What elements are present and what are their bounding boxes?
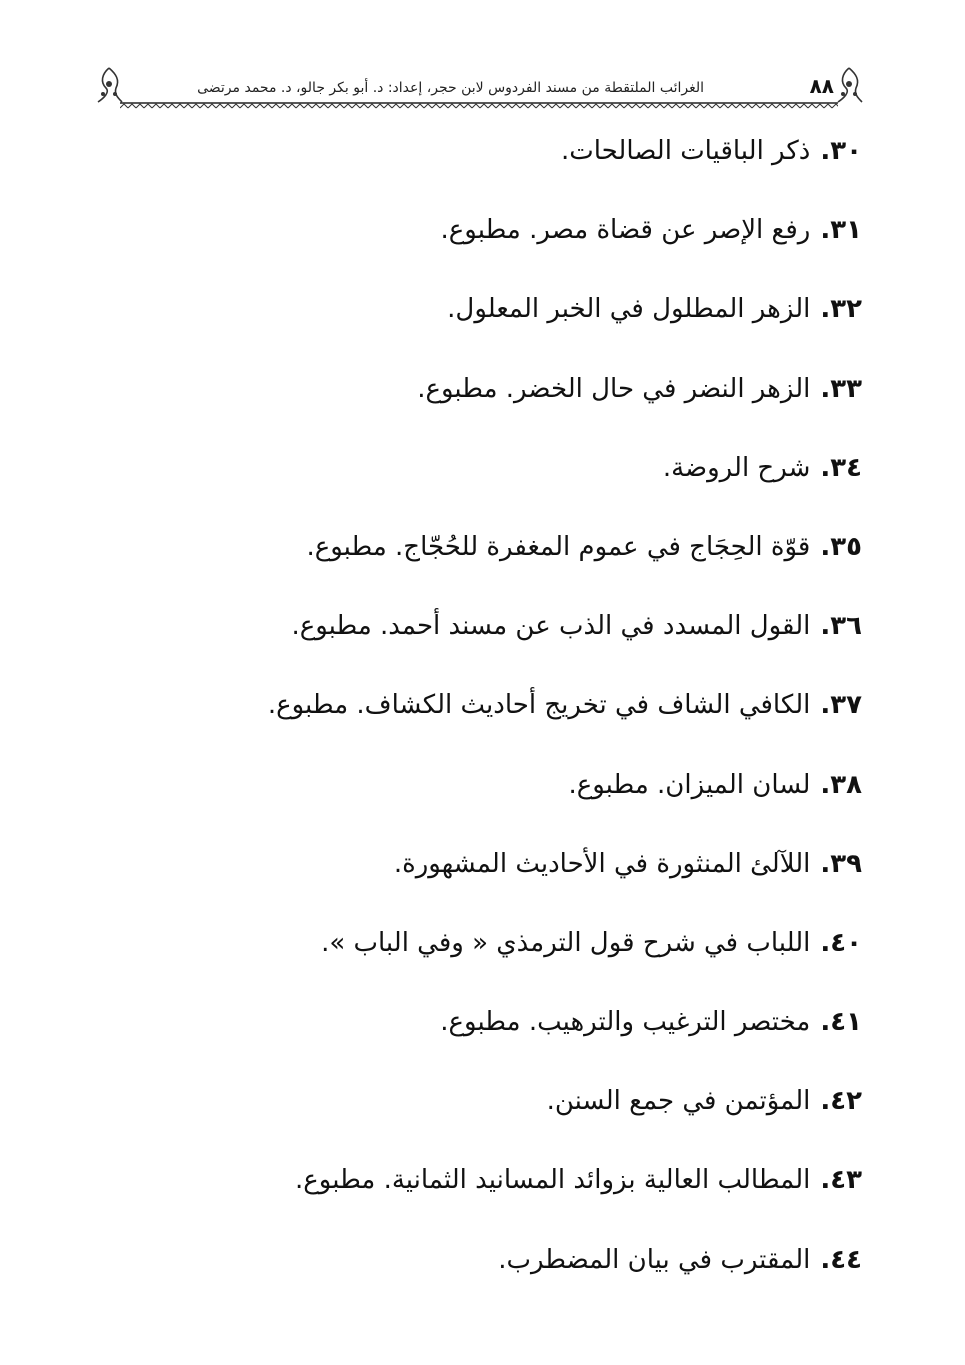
list-item [142,996,862,1075]
item-title: الزهر النضر في حال الخضر. مطبوع. [417,373,811,404]
item-number: ٣٠. [820,136,862,166]
list-item [142,521,862,600]
item-number: ٤٣. [820,1165,862,1196]
list-item [142,600,862,679]
running-header-title: الغرائب الملتقطة من مسند الفردوس لابن حجر، إعداد: د. أبو بكر جالو، د. محمد مرتضى [197,80,704,96]
item-title: رفع الإصر عن قضاة مصر. مطبوع. [440,215,811,246]
item-number: ٣٩. [820,848,862,879]
list-item [142,283,862,362]
item-title: الكافي الشاف في تخريج أحاديث الكشاف. مطبوع. [267,690,811,721]
item-title: مختصر الترغيب والترهيب. مطبوع. [440,1007,811,1038]
item-title: الزهر المطلول في الخبر المعلول. [447,294,811,325]
decorative-rule [120,102,838,110]
item-title: المطالب العالية بزوائد المسانيد الثمانية. مطبوع. [295,1165,811,1196]
publication-list [142,125,862,1313]
list-item [142,759,862,838]
item-number: ٣٣. [820,373,862,404]
item-number: ٣٥. [820,531,862,562]
item-title: المؤتمن في جمع السنن. [546,1086,811,1117]
item-title: اللباب في شرح قول الترمذي « وفي الباب ». [321,927,811,958]
list-item [142,125,862,204]
item-title: ذكر الباقيات الصالحات. [560,136,811,166]
page-number: ٨٨ [809,74,834,98]
item-number: ٣٤. [820,452,862,483]
item-title: شرح الروضة. [662,452,811,483]
item-number: ٤٢. [820,1086,862,1117]
list-item [142,838,862,917]
item-number: ٣٨. [820,769,862,800]
list-item [142,442,862,521]
list-item [142,917,862,996]
item-number: ٣١. [820,215,862,246]
list-item [142,1234,862,1313]
item-title: قوّة الحِجَاج في عموم المغفرة للحُجّاج. مطبوع. [306,531,811,562]
page-header [94,62,864,110]
item-title: القول المسدد في الذب عن مسند أحمد. مطبوع. [291,611,811,642]
list-item [142,204,862,283]
item-number: ٤٠. [820,927,862,958]
item-title: المقترب في بيان المضطرب. [498,1244,811,1275]
item-number: ٣٢. [820,294,862,325]
item-number: ٣٧. [820,690,862,721]
list-item [142,1075,862,1154]
list-item [142,679,862,758]
ornament-left-icon [94,66,124,104]
item-title: اللآلئ المنثورة في الأحاديث المشهورة. [393,848,811,879]
item-number: ٤١. [820,1007,862,1038]
item-number: ٣٦. [820,611,862,642]
item-title: لسان الميزان. مطبوع. [568,769,811,800]
item-number: ٤٤. [820,1244,862,1275]
list-item [142,363,862,442]
ornament-right-icon [834,66,864,104]
list-item [142,1154,862,1233]
